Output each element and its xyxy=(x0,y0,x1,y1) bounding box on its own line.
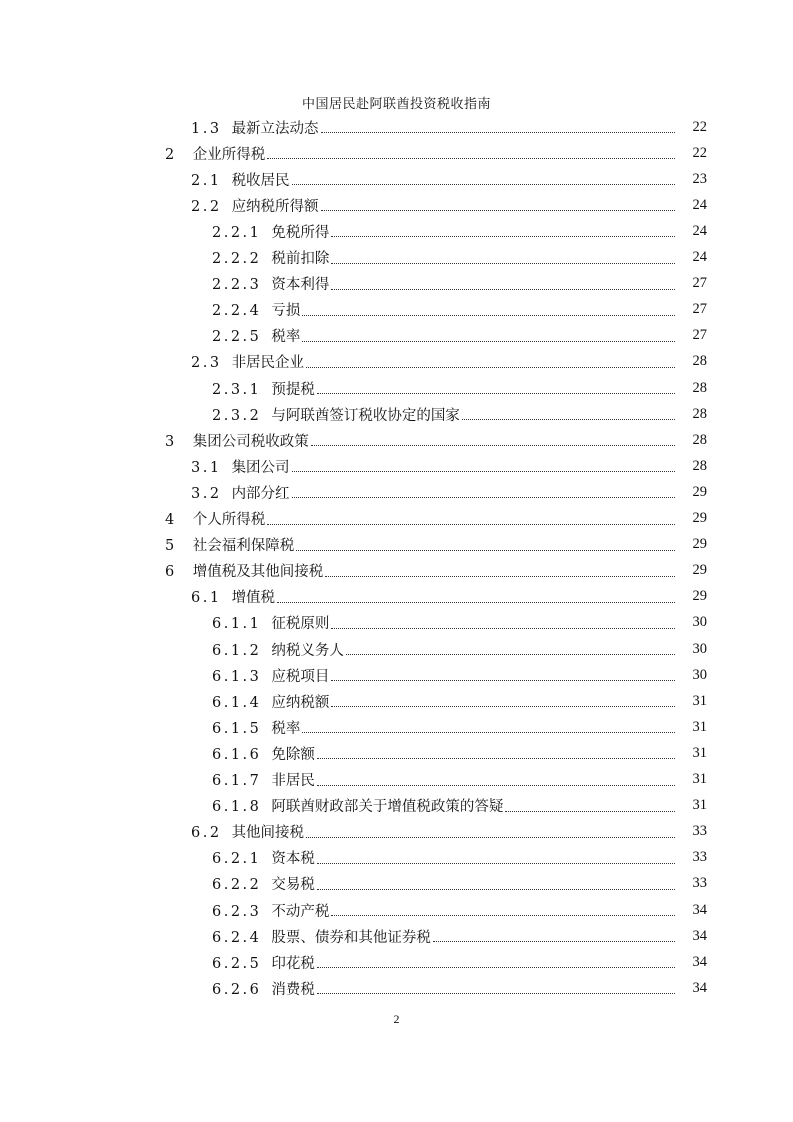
toc-entry-number: 5 xyxy=(165,538,177,555)
toc-entry-number: 6.2.2 xyxy=(212,877,262,894)
toc-dot-leader xyxy=(317,392,675,394)
toc-entry-page: 27 xyxy=(692,275,707,292)
toc-entry-number: 3.1 xyxy=(191,459,222,476)
toc-entry[interactable] xyxy=(0,793,793,819)
toc-dot-leader xyxy=(267,523,675,525)
toc-dot-leader xyxy=(321,131,675,133)
toc-entry-page: 33 xyxy=(692,875,707,892)
toc-entry-title: 资本利得 xyxy=(271,277,330,294)
toc-entry-page: 23 xyxy=(692,170,707,187)
toc-entry-title: 集团公司 xyxy=(231,459,290,476)
toc-entry-label xyxy=(191,169,290,190)
toc-entry[interactable] xyxy=(0,714,793,740)
toc-entry-title: 应纳税额 xyxy=(271,694,330,711)
toc-entry-title: 税率 xyxy=(271,329,301,346)
toc-dot-leader xyxy=(346,653,675,655)
toc-dot-leader xyxy=(331,627,675,629)
toc-dot-leader xyxy=(321,209,675,211)
toc-entry-page: 28 xyxy=(692,379,707,396)
toc-entry-number: 2.2 xyxy=(191,198,222,215)
toc-entry-page: 31 xyxy=(692,771,707,787)
toc-dot-leader xyxy=(302,314,675,316)
toc-entry-title: 资本税 xyxy=(271,851,315,868)
toc-entry-number: 2.2.3 xyxy=(212,277,262,294)
toc-entry-number: 6.2.3 xyxy=(212,903,262,920)
toc-entry[interactable] xyxy=(0,453,793,479)
toc-entry-page: 34 xyxy=(692,927,707,944)
toc-entry[interactable] xyxy=(0,767,793,793)
toc-entry-label xyxy=(191,117,319,138)
toc-entry-label xyxy=(212,221,329,242)
toc-entry-title: 集团公司税收政策 xyxy=(192,433,309,450)
toc-entry-title: 纳税义务人 xyxy=(271,642,344,659)
toc-entry-page: 34 xyxy=(692,953,707,970)
toc-dot-leader xyxy=(306,366,675,368)
toc-entry[interactable] xyxy=(0,662,793,688)
toc-entry[interactable] xyxy=(0,192,793,218)
toc-entry-title: 增值税及其他间接税 xyxy=(192,564,324,581)
toc-entry-page: 29 xyxy=(692,562,707,579)
toc-entry-number: 2 xyxy=(165,146,177,163)
toc-entry-label xyxy=(212,926,431,947)
toc-entry[interactable] xyxy=(0,506,793,532)
toc-entry-label xyxy=(212,978,315,999)
toc-entry-label xyxy=(165,143,265,164)
toc-entry-label xyxy=(212,325,300,346)
toc-entry-number: 3.2 xyxy=(191,485,222,502)
toc-entry-number: 2.2.2 xyxy=(212,251,262,267)
toc-entry-title: 最新立法动态 xyxy=(231,120,319,137)
toc-entry-number: 6.1.6 xyxy=(212,746,262,763)
toc-entry[interactable] xyxy=(0,271,793,297)
toc-entry-page: 34 xyxy=(692,901,707,918)
toc-entry-title: 增值税 xyxy=(231,590,276,607)
toc-entry-title: 应税项目 xyxy=(271,668,330,685)
toc-dot-leader xyxy=(317,784,675,786)
toc-dot-leader xyxy=(331,235,675,237)
toc-dot-leader xyxy=(302,340,675,342)
toc-entry-title: 不动产税 xyxy=(271,903,330,920)
toc-entry-number: 2.2.4 xyxy=(212,303,262,320)
toc-entry[interactable] xyxy=(0,610,793,636)
toc-entry-number: 6.2 xyxy=(191,825,222,842)
toc-dot-leader xyxy=(277,601,675,603)
toc-entry[interactable] xyxy=(0,427,793,453)
toc-entry[interactable] xyxy=(0,584,793,610)
toc-dot-leader xyxy=(302,731,675,733)
toc-entry-title: 其他间接税 xyxy=(231,825,305,842)
toc-dot-leader xyxy=(317,757,675,759)
toc-entry[interactable] xyxy=(0,845,793,871)
toc-dot-leader xyxy=(317,862,675,864)
toc-entry-label xyxy=(212,873,315,894)
toc-entry[interactable] xyxy=(0,558,793,584)
toc-entry-page: 33 xyxy=(692,849,707,866)
toc-entry-label xyxy=(212,691,329,712)
toc-entry-title: 税率 xyxy=(271,720,301,737)
toc-dot-leader xyxy=(306,836,675,838)
toc-entry-label xyxy=(191,586,275,607)
toc-entry-page: 31 xyxy=(692,797,707,814)
toc-dot-leader xyxy=(331,705,675,707)
toc-dot-leader xyxy=(317,888,675,890)
toc-dot-leader xyxy=(317,966,675,968)
toc-entry-title: 社会福利保障税 xyxy=(192,538,295,555)
toc-entry-number: 6.1.1 xyxy=(212,616,262,633)
toc-entry[interactable] xyxy=(0,923,793,949)
toc-dot-leader xyxy=(317,992,675,994)
toc-entry-page: 28 xyxy=(692,405,707,422)
toc-entry[interactable] xyxy=(0,636,793,662)
toc-entry-label xyxy=(212,378,315,399)
toc-entry-label xyxy=(165,560,323,581)
toc-entry-title: 非居民 xyxy=(271,773,315,789)
toc-entry-page: 28 xyxy=(692,353,707,370)
toc-entry-title: 免税所得 xyxy=(271,224,330,241)
toc-entry-number: 6.1.4 xyxy=(212,694,262,711)
toc-entry-label xyxy=(212,847,315,868)
toc-entry-title: 与阿联酋签订税收协定的国家 xyxy=(271,407,460,424)
toc-entry-page: 24 xyxy=(692,196,707,213)
toc-entry-label xyxy=(212,299,300,320)
toc-entry-number: 6.1.8 xyxy=(212,799,262,816)
toc-entry[interactable] xyxy=(0,218,793,244)
toc-entry-number: 1.3 xyxy=(191,120,222,137)
toc-entry-label xyxy=(212,769,315,790)
toc-entry-label xyxy=(212,743,315,764)
toc-entry[interactable] xyxy=(0,245,793,271)
toc-entry-title: 税前扣除 xyxy=(271,251,330,267)
toc-entry[interactable] xyxy=(0,740,793,766)
toc-dot-leader xyxy=(505,810,675,812)
toc-entry[interactable] xyxy=(0,532,793,558)
toc-dot-leader xyxy=(433,940,675,942)
toc-entry-title: 交易税 xyxy=(271,877,315,894)
toc-entry-number: 2.2.1 xyxy=(212,224,262,241)
toc-entry-title: 征税原则 xyxy=(271,616,330,633)
toc-dot-leader xyxy=(331,914,675,916)
toc-entry-label xyxy=(212,273,329,294)
toc-entry-label xyxy=(165,430,309,451)
toc-entry[interactable] xyxy=(0,975,793,1001)
toc-entry-title: 内部分红 xyxy=(231,485,290,502)
toc-entry-label xyxy=(191,456,290,477)
toc-entry-number: 6.1 xyxy=(191,590,222,607)
toc-entry-title: 个人所得税 xyxy=(192,512,266,528)
toc-entry-title: 应纳税所得额 xyxy=(231,198,319,215)
toc-dot-leader xyxy=(462,418,675,420)
toc-entry-number: 2.3.1 xyxy=(212,381,262,398)
toc-entry[interactable] xyxy=(0,375,793,401)
toc-dot-leader xyxy=(292,183,675,185)
toc-entry-number: 2.3 xyxy=(191,355,222,372)
page-number: 2 xyxy=(393,1012,400,1026)
toc-entry-page: 30 xyxy=(692,666,707,683)
toc-entry-label xyxy=(165,508,265,529)
toc-entry-number: 2.2.5 xyxy=(212,329,262,346)
toc-entry-page: 24 xyxy=(692,249,707,265)
toc-entry[interactable] xyxy=(0,323,793,349)
toc-dot-leader xyxy=(292,496,675,498)
toc-entry-page: 30 xyxy=(692,640,707,657)
running-header: 中国居民赴阿联酋投资税收指南 xyxy=(301,97,491,112)
toc-entry-number: 6.2.1 xyxy=(212,851,262,868)
toc-entry-number: 6.2.6 xyxy=(212,981,262,998)
toc-entry-label xyxy=(191,351,304,372)
toc-entry-page: 31 xyxy=(692,744,707,761)
toc-entry[interactable] xyxy=(0,166,793,192)
toc-entry-number: 6.1.7 xyxy=(212,773,262,789)
toc-entry-number: 4 xyxy=(165,512,177,528)
toc-dot-leader xyxy=(325,575,675,577)
toc-entry-label xyxy=(191,821,304,842)
toc-entry-page: 29 xyxy=(692,536,707,553)
toc-entry-page: 29 xyxy=(692,483,707,500)
toc-entry[interactable] xyxy=(0,819,793,845)
toc-entry-number: 6.1.5 xyxy=(212,720,262,737)
toc-entry-label xyxy=(212,612,329,633)
toc-entry-page: 27 xyxy=(692,301,707,318)
toc-entry[interactable] xyxy=(0,297,793,323)
toc-entry-title: 非居民企业 xyxy=(231,355,305,372)
toc-entry[interactable] xyxy=(0,871,793,897)
toc-entry-label xyxy=(212,247,329,268)
toc-entry-page: 34 xyxy=(692,979,707,996)
toc-entry-title: 股票、债券和其他证券税 xyxy=(271,929,431,946)
toc-entry[interactable] xyxy=(0,897,793,923)
toc-entry-page: 22 xyxy=(692,118,707,135)
toc-entry[interactable] xyxy=(0,688,793,714)
toc-entry-title: 消费税 xyxy=(271,981,315,998)
toc-entry-page: 31 xyxy=(692,718,707,735)
toc-entry-number: 6.2.4 xyxy=(212,929,262,946)
toc-entry-page: 28 xyxy=(692,457,707,474)
toc-entry[interactable] xyxy=(0,479,793,505)
toc-entry-number: 2.3.2 xyxy=(212,407,262,424)
toc-entry-page: 22 xyxy=(692,144,707,161)
toc-dot-leader xyxy=(331,679,675,681)
toc-entry-page: 27 xyxy=(692,327,707,344)
toc-entry-label xyxy=(212,717,300,738)
toc-entry-title: 亏损 xyxy=(271,303,301,320)
toc-entry-label xyxy=(212,795,503,816)
toc-entry-page: 30 xyxy=(692,614,707,631)
toc-entry-title: 免除额 xyxy=(271,746,315,763)
toc-entry-page: 33 xyxy=(692,823,707,840)
toc-entry-label xyxy=(191,482,290,503)
toc-dot-leader xyxy=(296,549,675,551)
toc-entry-page: 29 xyxy=(692,510,707,526)
toc-dot-leader xyxy=(331,288,675,290)
toc-entry-number: 6.1.3 xyxy=(212,668,262,685)
toc-entry[interactable] xyxy=(0,140,793,166)
toc-entry-page: 31 xyxy=(692,692,707,709)
toc-entry-title: 预提税 xyxy=(271,381,315,398)
toc-dot-leader xyxy=(331,262,675,264)
toc-entry-title: 税收居民 xyxy=(231,172,290,189)
toc-dot-leader xyxy=(292,470,675,472)
toc-entry-label xyxy=(212,404,460,425)
toc-entry-title: 企业所得税 xyxy=(192,146,266,163)
toc-dot-leader xyxy=(267,157,675,159)
toc-entry-page: 29 xyxy=(692,588,707,605)
toc-entry-label xyxy=(212,665,329,686)
toc-entry[interactable] xyxy=(0,114,793,140)
toc-entry-number: 6.1.2 xyxy=(212,642,262,659)
toc-entry-label xyxy=(191,195,319,216)
toc-entry-page: 24 xyxy=(692,222,707,239)
toc-entry-label xyxy=(212,639,344,660)
toc-entry-label xyxy=(212,952,315,973)
toc-entry-page: 28 xyxy=(692,431,707,448)
toc-entry-number: 6 xyxy=(165,564,177,581)
toc-entry[interactable] xyxy=(0,401,793,427)
toc-entry-label xyxy=(212,900,329,921)
toc-entry-number: 6.2.5 xyxy=(212,955,262,972)
toc-entry-number: 3 xyxy=(165,433,177,450)
toc-entry-label xyxy=(165,534,294,555)
toc-entry-title: 印花税 xyxy=(271,955,315,972)
toc-entry-number: 2.1 xyxy=(191,172,222,189)
toc-entry[interactable] xyxy=(0,949,793,975)
toc-dot-leader xyxy=(311,444,675,446)
toc-entry[interactable] xyxy=(0,349,793,375)
toc-entry-title: 阿联酋财政部关于增值税政策的答疑 xyxy=(271,799,504,816)
